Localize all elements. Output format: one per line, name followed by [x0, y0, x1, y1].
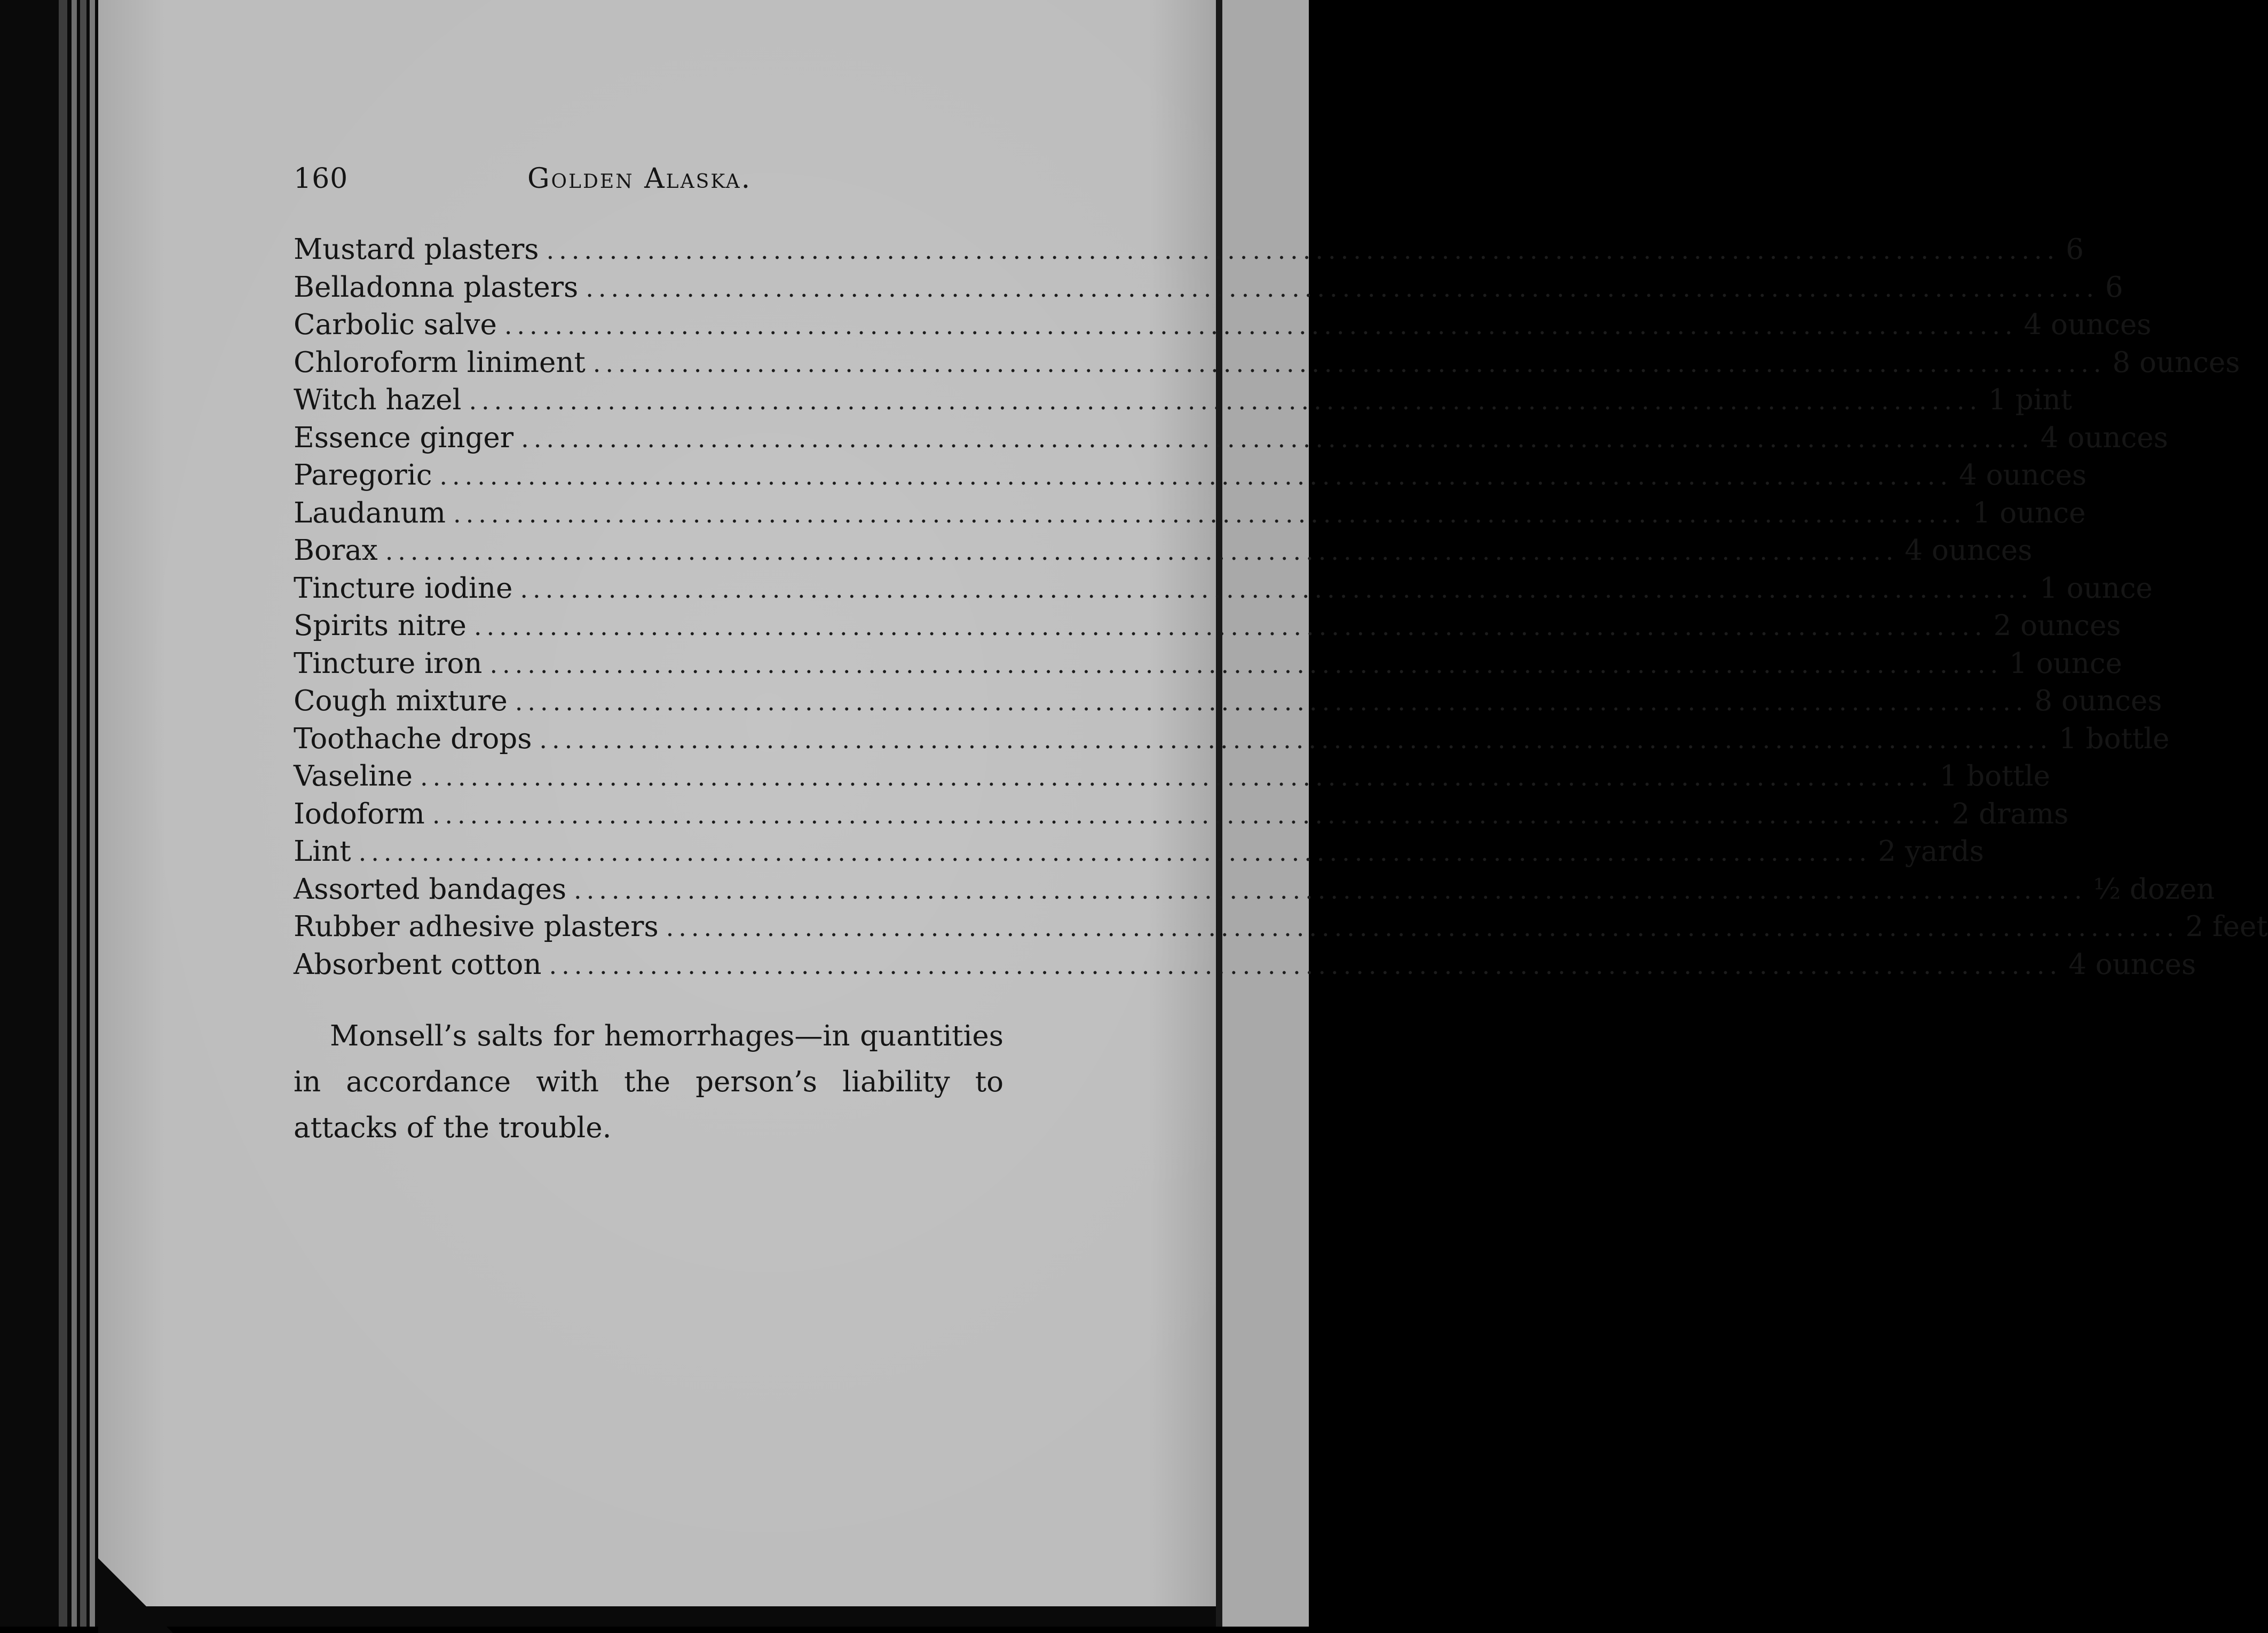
supply-name: Spirits nitre: [294, 609, 467, 642]
dot-leader: ........................................................................................................................: [358, 838, 1872, 867]
supply-quantity: ½ dozen: [2093, 873, 2215, 906]
supply-quantity: 4 ounces: [2024, 308, 2152, 341]
supply-name: Chloroform liniment: [294, 346, 586, 379]
supply-name: Cough mixture: [294, 685, 508, 717]
dot-leader: ........................................................................................................................: [521, 424, 2034, 453]
dot-leader: ........................................................................................................................: [473, 612, 1987, 641]
supply-name: Assorted bandages: [294, 873, 567, 906]
dot-leader: ........................................................................................................................: [385, 537, 1899, 566]
dot-leader: ........................................................................................................................: [515, 687, 2028, 716]
medical-supply-list: [294, 231, 2268, 984]
dot-leader: ........................................................................................................................: [453, 499, 1966, 528]
supply-quantity: 1 ounce: [1972, 496, 2086, 529]
dot-leader: ........................................................................................................................: [504, 311, 2018, 340]
supply-name: Iodoform: [294, 797, 425, 830]
supply-row: [294, 645, 2122, 683]
supply-row: [294, 382, 2072, 419]
supply-row: [294, 946, 2196, 984]
supply-row: [294, 495, 2086, 533]
supply-name: Tincture iron: [294, 647, 483, 680]
supply-name: Belladonna plasters: [294, 271, 579, 304]
page-content: [294, 163, 2268, 1179]
supply-row: [294, 532, 2033, 570]
supply-row: [294, 344, 2240, 382]
supply-row: [294, 758, 2050, 796]
dot-leader: ........................................................................................................................: [432, 800, 1946, 829]
supply-row: [294, 457, 2087, 495]
dot-leader: ........................................................................................................................: [549, 950, 2062, 980]
book-title: Golden Alaska.: [527, 163, 752, 195]
dot-leader: ........................................................................................................................: [469, 386, 1982, 415]
supply-row: [294, 570, 2153, 608]
page-edge: [59, 0, 67, 1627]
supply-quantity: 4 ounces: [2068, 948, 2196, 981]
page-number: 160: [294, 163, 349, 195]
supply-quantity: 1 bottle: [1939, 760, 2050, 792]
supply-row: [294, 908, 2268, 946]
supply-name: Essence ginger: [294, 421, 514, 454]
supply-quantity: 8 ounces: [2034, 685, 2162, 717]
supply-name: Carbolic salve: [294, 308, 497, 341]
supply-name: Toothache drops: [294, 722, 532, 755]
supply-name: Vaseline: [294, 760, 413, 792]
dot-leader: ........................................................................................................................: [520, 574, 2033, 604]
supply-quantity: 4 ounces: [2040, 421, 2168, 454]
running-head: [294, 163, 1006, 205]
supply-name: Witch hazel: [294, 384, 462, 416]
dot-leader: ........................................................................................................................: [420, 763, 1933, 791]
page-edge: [72, 0, 77, 1627]
supply-quantity: 8 ounces: [2112, 346, 2240, 379]
supply-row: [294, 871, 2215, 909]
supply-quantity: 1 pint: [1988, 384, 2072, 416]
supply-name: Paregoric: [294, 459, 432, 492]
dot-leader: ........................................................................................................................: [439, 462, 1953, 490]
dot-leader: ........................................................................................................................: [489, 649, 2003, 679]
supply-quantity: 6: [2066, 233, 2084, 266]
supply-row: [294, 833, 1984, 871]
supply-quantity: 2 feet: [2185, 910, 2268, 943]
supply-quantity: 4 ounces: [1905, 534, 2033, 567]
supply-quantity: 2 ounces: [1993, 609, 2121, 642]
dot-leader: ........................................................................................................................: [666, 913, 2179, 942]
supply-row: [294, 607, 2121, 645]
dot-leader: ........................................................................................................................: [546, 236, 2060, 265]
supply-quantity: 6: [2105, 271, 2123, 304]
supply-quantity: 1 ounce: [2009, 647, 2122, 680]
footnote-paragraph: Monsell’s salts for hemorrhages—in quantities in accordance with the person’s liability to attacks of the trouble.: [294, 1020, 1003, 1144]
supply-row: [294, 796, 2069, 834]
supply-row: [294, 720, 2170, 758]
supply-row: [294, 419, 2168, 457]
supply-name: Laudanum: [294, 496, 446, 529]
supply-row: [294, 683, 2162, 720]
page-edge: [80, 0, 86, 1627]
page-corner: [98, 1558, 173, 1633]
supply-row: [294, 231, 2084, 269]
dot-leader: ........................................................................................................................: [592, 348, 2106, 378]
supply-quantity: 2 yards: [1878, 835, 1984, 868]
dot-leader: ........................................................................................................................: [574, 875, 2087, 905]
supply-quantity: 4 ounces: [1959, 459, 2087, 492]
supply-name: Borax: [294, 534, 378, 567]
supply-name: Lint: [294, 835, 351, 868]
supply-row: [294, 269, 2123, 307]
page-edge: [90, 0, 95, 1627]
dot-leader: ........................................................................................................................: [539, 725, 2053, 754]
supply-row: [294, 306, 2152, 344]
supply-quantity: 1 bottle: [2059, 722, 2170, 755]
dot-leader: ........................................................................................................................: [586, 273, 2099, 303]
supply-name: Absorbent cotton: [294, 948, 542, 981]
supply-name: Tincture iodine: [294, 572, 513, 605]
supply-name: Rubber adhesive plasters: [294, 910, 659, 943]
supply-name: Mustard plasters: [294, 233, 539, 266]
supply-quantity: 1 ounce: [2040, 572, 2153, 605]
supply-quantity: 2 drams: [1951, 797, 2069, 830]
